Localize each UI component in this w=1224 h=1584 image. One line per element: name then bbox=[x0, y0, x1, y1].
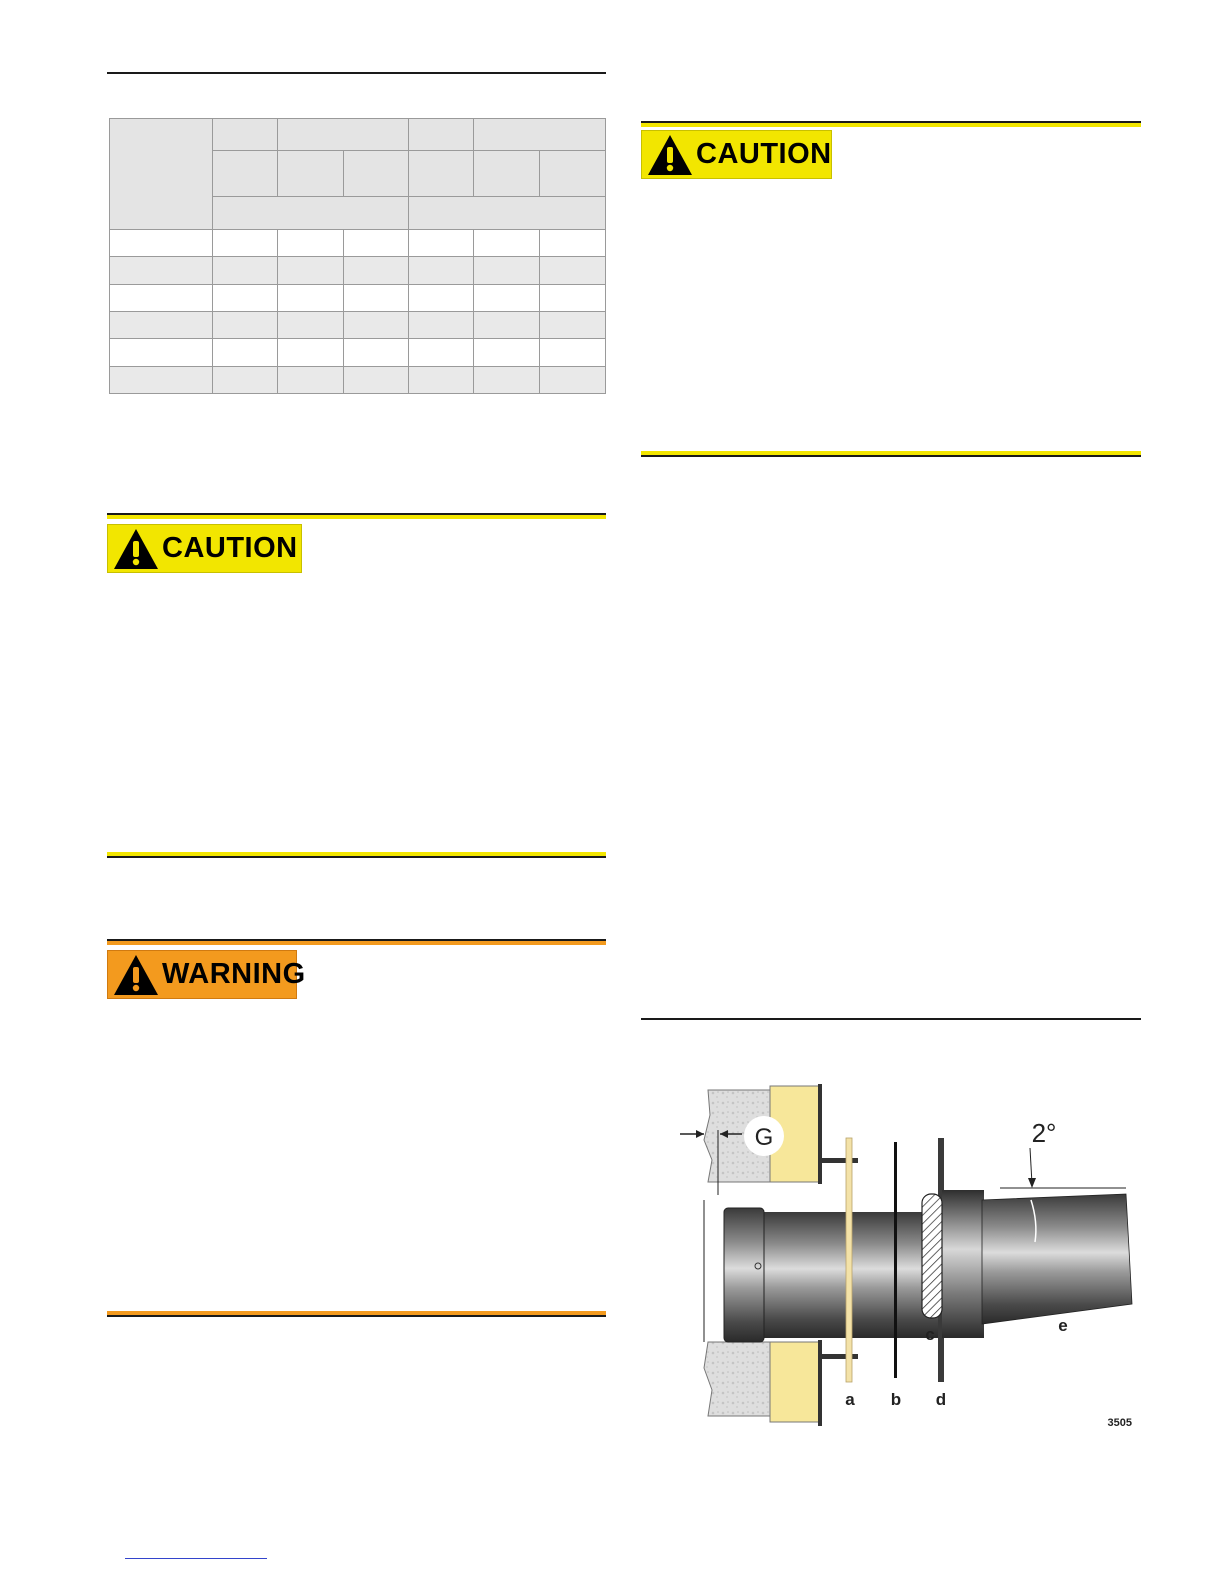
part-label-b: b bbox=[890, 1390, 902, 1409]
part-label-e: e bbox=[1058, 1316, 1068, 1335]
caution-top-rule-right bbox=[641, 121, 1141, 127]
table-header-cell bbox=[409, 151, 474, 197]
table-header-corner bbox=[110, 119, 213, 230]
specification-table bbox=[109, 118, 606, 394]
shaft-installation-figure bbox=[660, 1070, 1140, 1440]
table-row bbox=[110, 284, 606, 311]
table-header-cell bbox=[213, 197, 409, 230]
figure-number: 3505 bbox=[1107, 1417, 1132, 1429]
table-row bbox=[110, 257, 606, 284]
caution-word: CAUTION bbox=[696, 138, 832, 170]
table-header-cell bbox=[213, 119, 278, 151]
caution-top-rule-left bbox=[107, 513, 606, 519]
table-row bbox=[110, 311, 606, 338]
table-header-cell bbox=[474, 119, 606, 151]
caution-bottom-rule-left bbox=[107, 852, 606, 858]
angle-label: 2° bbox=[1031, 1118, 1057, 1148]
gap-label: G bbox=[754, 1124, 774, 1151]
table-header-cell bbox=[409, 119, 474, 151]
table-row bbox=[110, 230, 606, 257]
caution-bottom-rule-right bbox=[641, 451, 1141, 457]
warning-triangle-icon bbox=[112, 953, 160, 997]
table-header-cell bbox=[474, 151, 540, 197]
top-rule-left bbox=[107, 72, 606, 74]
table-header-cell bbox=[540, 151, 606, 197]
warning-top-rule-left bbox=[107, 939, 606, 945]
table-header-cell bbox=[344, 151, 409, 197]
caution-word: CAUTION bbox=[162, 532, 298, 564]
table-header-cell bbox=[213, 151, 278, 197]
caution-label-right bbox=[641, 130, 832, 179]
warning-label-left bbox=[107, 950, 306, 999]
footer-link-underline[interactable] bbox=[125, 1558, 267, 1559]
table-header-cell bbox=[409, 197, 606, 230]
part-label-a: a bbox=[845, 1390, 855, 1409]
table-header-cell bbox=[278, 151, 344, 197]
caution-label-left bbox=[107, 524, 302, 573]
table-row bbox=[110, 366, 606, 393]
warning-triangle-icon bbox=[112, 527, 160, 571]
warning-bottom-rule-left bbox=[107, 1311, 606, 1317]
part-label-c: c bbox=[925, 1325, 935, 1344]
part-label-d: d bbox=[935, 1390, 947, 1409]
table-row bbox=[110, 339, 606, 366]
table-header-cell bbox=[278, 119, 409, 151]
warning-word: WARNING bbox=[162, 958, 306, 990]
figure-top-rule bbox=[641, 1018, 1141, 1020]
warning-triangle-icon bbox=[646, 133, 694, 177]
